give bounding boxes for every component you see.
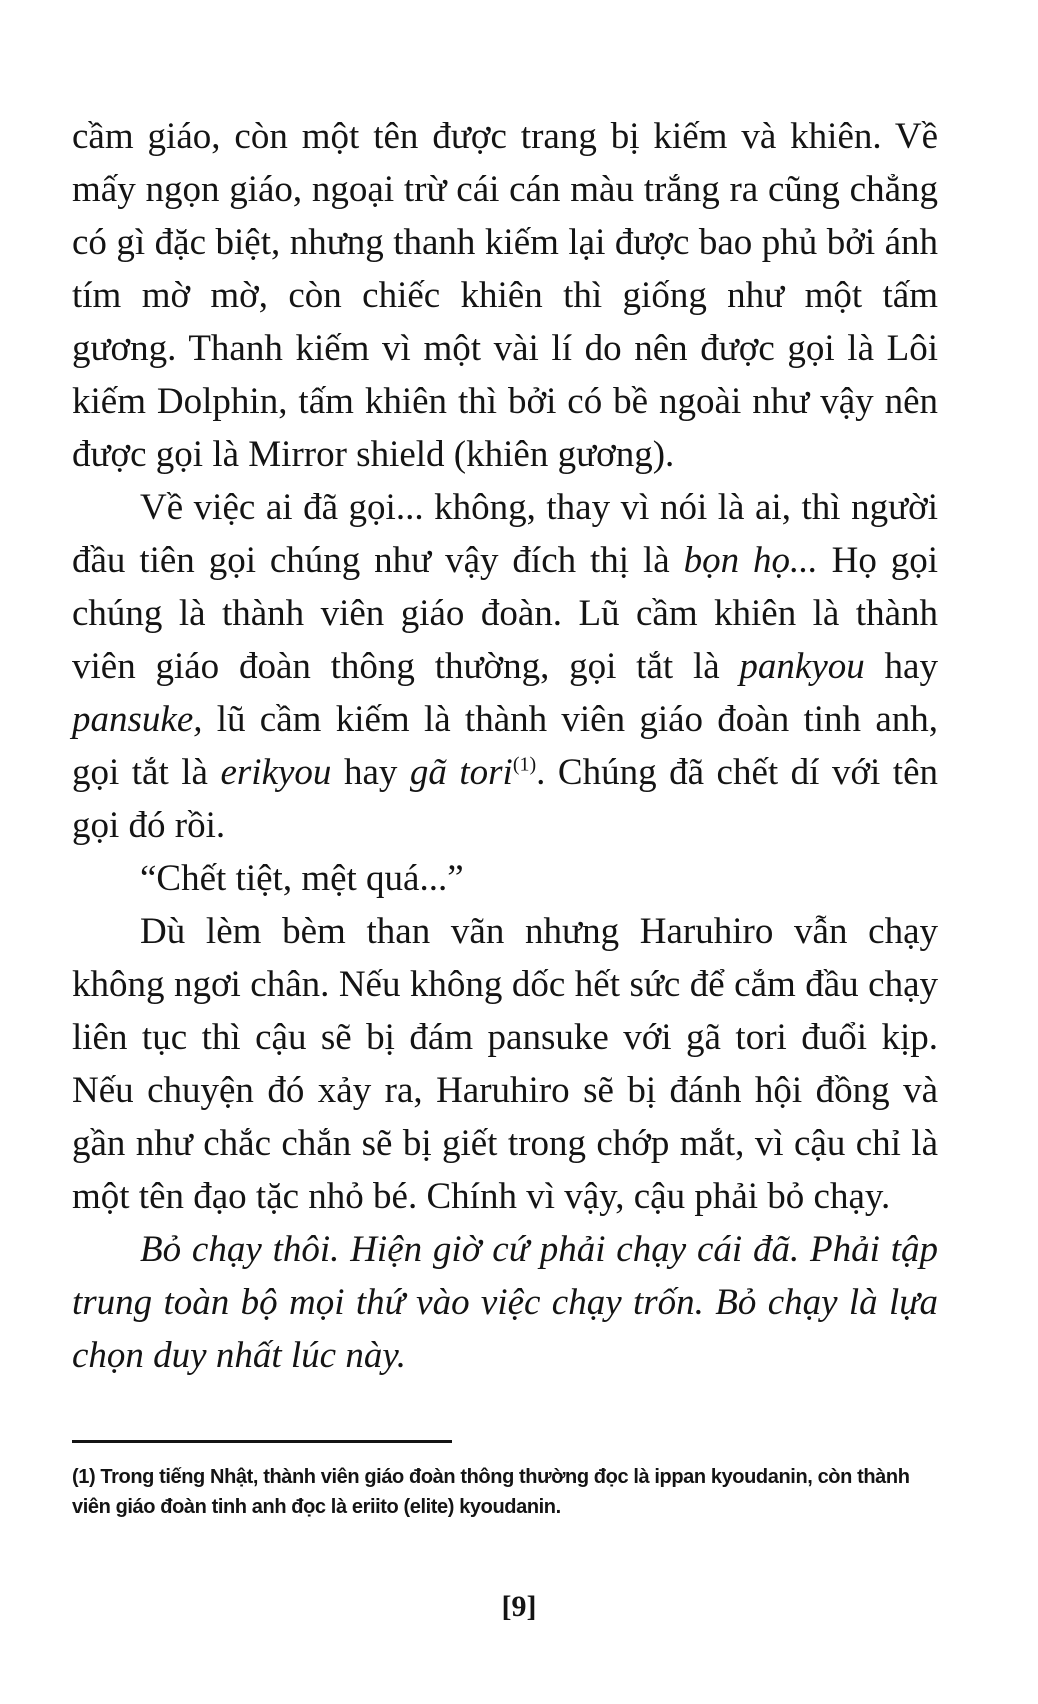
text-run: Về việc ai đã gọi... không, thay vì nói là ai, thì người đầu tiên gọi chúng như vậy đích thị là (72, 487, 938, 581)
footnote: (1) Trong tiếng Nhật, thành viên giáo đoàn thông thường đọc là ippan kyoudanin, còn thành viên giáo đoàn tinh anh đọc là eriito (elite) kyoudanin. (72, 1466, 910, 1518)
paragraph (72, 1223, 938, 1382)
italic-term: erikyou (220, 752, 332, 793)
text-run: Dù lèm bèm than vãn nhưng Haruhiro vẫn chạy không ngơi chân. Nếu không dốc hết sức để cắm đầu chạy liên tục thì cậu sẽ bị đám pansuke với gã tori đuổi kịp. Nếu chuyện đó xảy ra, Haruhiro sẽ bị đánh hội đồng và gần như chắc chắn sẽ bị giết trong chớp mắt, vì cậu chỉ là một tên đạo tặc nhỏ bé. Chính vì vậy, cậu phải bỏ chạy. (72, 911, 938, 1217)
text-run: . Chúng đã chết dí với tên gọi đó rồi. (72, 752, 938, 846)
footnote-divider (72, 1440, 452, 1443)
text-run: Bỏ chạy thôi. Hiện giờ cứ phải chạy cái đã. Phải tập trung toàn bộ mọi thứ vào việc chạy trốn. Bỏ chạy là lựa chọn duy nhất lúc này. (72, 1229, 938, 1376)
italic-term: pankyou (739, 646, 865, 687)
text-run: hay (864, 646, 938, 687)
text-run: “Chết tiệt, mệt quá...” (140, 858, 464, 899)
italic-term: bọn họ... (683, 540, 818, 581)
paragraph (72, 110, 938, 481)
text-run: Họ gọi chúng là thành viên giáo đoàn. Lũ cầm khiên là thành viên giáo đoàn thông thường, gọi tắt là (72, 540, 939, 687)
paragraph (72, 905, 938, 1223)
text-run: hay (331, 752, 410, 793)
footnote-marker: (1) (512, 753, 537, 776)
italic-term: gã tori (409, 752, 513, 793)
page-number: [9] (501, 1590, 537, 1623)
paragraph (72, 852, 938, 905)
paragraph (72, 481, 938, 852)
text-run: lũ cầm kiếm là thành viên giáo đoàn tinh anh, gọi tắt là (72, 699, 938, 793)
italic-term: pansuke, (72, 699, 203, 740)
body-text (72, 110, 938, 1382)
text-run: cầm giáo, còn một tên được trang bị kiếm và khiên. Về mấy ngọn giáo, ngoại trừ cái cán màu trắng ra cũng chẳng có gì đặc biệt, nhưng thanh kiếm lại được bao phủ bởi ánh tím mờ mờ, còn chiếc khiên thì giống như một tấm gương. Thanh kiếm vì một vài lí do nên được gọi là Lôi kiếm Dolphin, tấm khiên thì bởi có bề ngoài như vậy nên được gọi là Mirror shield (khiên gương). (72, 116, 938, 475)
